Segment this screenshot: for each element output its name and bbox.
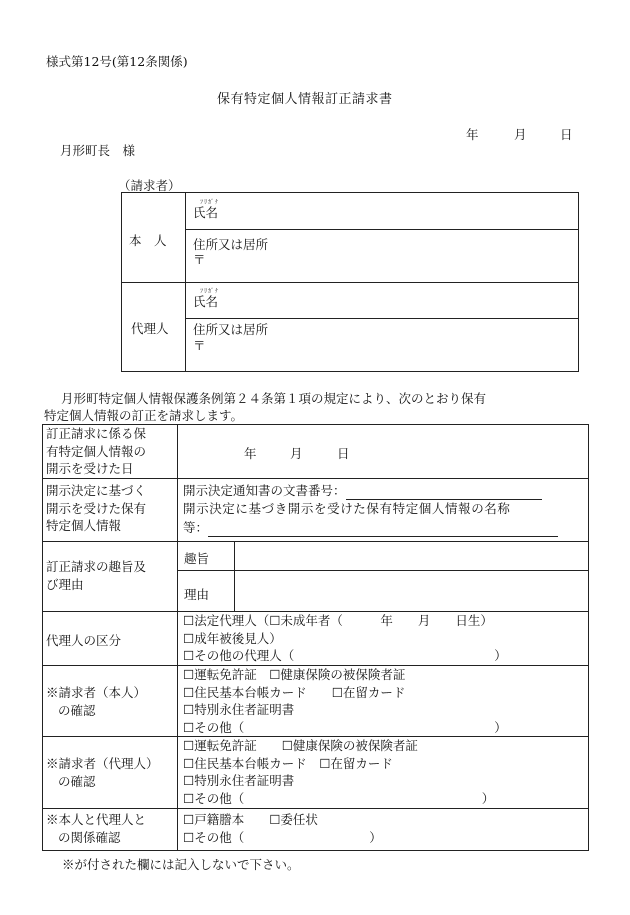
- disclosed-info-name-label: 開示決定に基づき開示を受けた保有特定個人情報の名称: [183, 501, 511, 516]
- intro-line-1: 月形町特定個人情報保護条例第２４条第１項の規定により、次のとおり保有: [61, 391, 487, 406]
- disclosure-day: 日: [337, 446, 350, 461]
- honnin-address-label: 住所又は居所: [193, 237, 269, 252]
- date-day: 日: [560, 127, 573, 142]
- date-month: 月: [514, 127, 527, 142]
- furigana-mark: ﾌﾘｶﾞﾅ: [200, 288, 220, 295]
- confirm-agent-label: ※請求者（代理人） の確認: [46, 756, 159, 789]
- purpose-field[interactable]: [236, 543, 588, 569]
- reason-label: 訂正請求の趣旨及 び理由: [46, 559, 147, 592]
- agent-label: 代理人: [131, 321, 169, 336]
- confirm-self-label: ※請求者（本人） の確認: [46, 685, 147, 718]
- disclosed-info-label: 開示決定に基づく 開示を受けた保有 特定個人情報: [46, 483, 147, 533]
- agent-type-options[interactable]: ☐法定代理人（☐未成年者（ 年 月 日生） ☐成年被後見人） ☐その他の代理人（ ）: [183, 613, 507, 663]
- disclosure-year: 年: [244, 446, 257, 461]
- agent-type-label: 代理人の区分: [46, 633, 122, 648]
- confirm-self-options[interactable]: ☐運転免許証 ☐健康保険の被保険者証 ☐住民基本台帳カード ☐在留カード ☐特別永住者証明書 ☐その他（ ）: [183, 667, 507, 735]
- relation-options[interactable]: ☐戸籍謄本 ☐委任状 ☐その他（ ）: [183, 812, 382, 845]
- reason-sub-label: 理由: [184, 587, 210, 602]
- document-number-field[interactable]: 開示決定通知書の文書番号：: [183, 482, 542, 500]
- disclosure-month: 月: [290, 446, 303, 461]
- agent-postal-mark: 〒: [193, 338, 206, 353]
- page-title: 保有特定個人情報訂正請求書: [217, 92, 393, 107]
- intro-line-2: 特定個人情報の訂正を請求します。: [44, 408, 244, 423]
- disclosed-info-name-field[interactable]: 等：: [183, 519, 558, 537]
- honnin-name-label: ﾌﾘｶﾞﾅ 氏名: [193, 199, 220, 220]
- reason-field[interactable]: [236, 572, 588, 610]
- honnin-postal-mark: 〒: [193, 252, 206, 267]
- requester-label: （請求者）: [118, 178, 181, 193]
- agent-address-label: 住所又は居所: [193, 322, 269, 337]
- disclosure-date-label: 訂正請求に係る保 有特定個人情報の 開示を受けた日: [46, 426, 147, 476]
- purpose-label: 趣旨: [184, 551, 210, 566]
- date-year: 年: [466, 127, 479, 142]
- relation-label: ※本人と代理人と の関係確認: [46, 812, 147, 845]
- addressee: 月形町長 様: [60, 143, 136, 158]
- confirm-agent-options[interactable]: ☐運転免許証 ☐健康保険の被保険者証 ☐住民基本台帳カード ☐在留カード ☐特別永住者証明書 ☐その他（ ）: [183, 738, 495, 806]
- footnote: ※が付された欄には記入しないで下さい。: [62, 857, 300, 872]
- agent-name-label: ﾌﾘｶﾞﾅ 氏名: [193, 288, 220, 309]
- furigana-mark: ﾌﾘｶﾞﾅ: [200, 199, 220, 206]
- form-number: 様式第12号(第12条関係): [46, 54, 188, 69]
- honnin-label: 本 人: [129, 233, 167, 248]
